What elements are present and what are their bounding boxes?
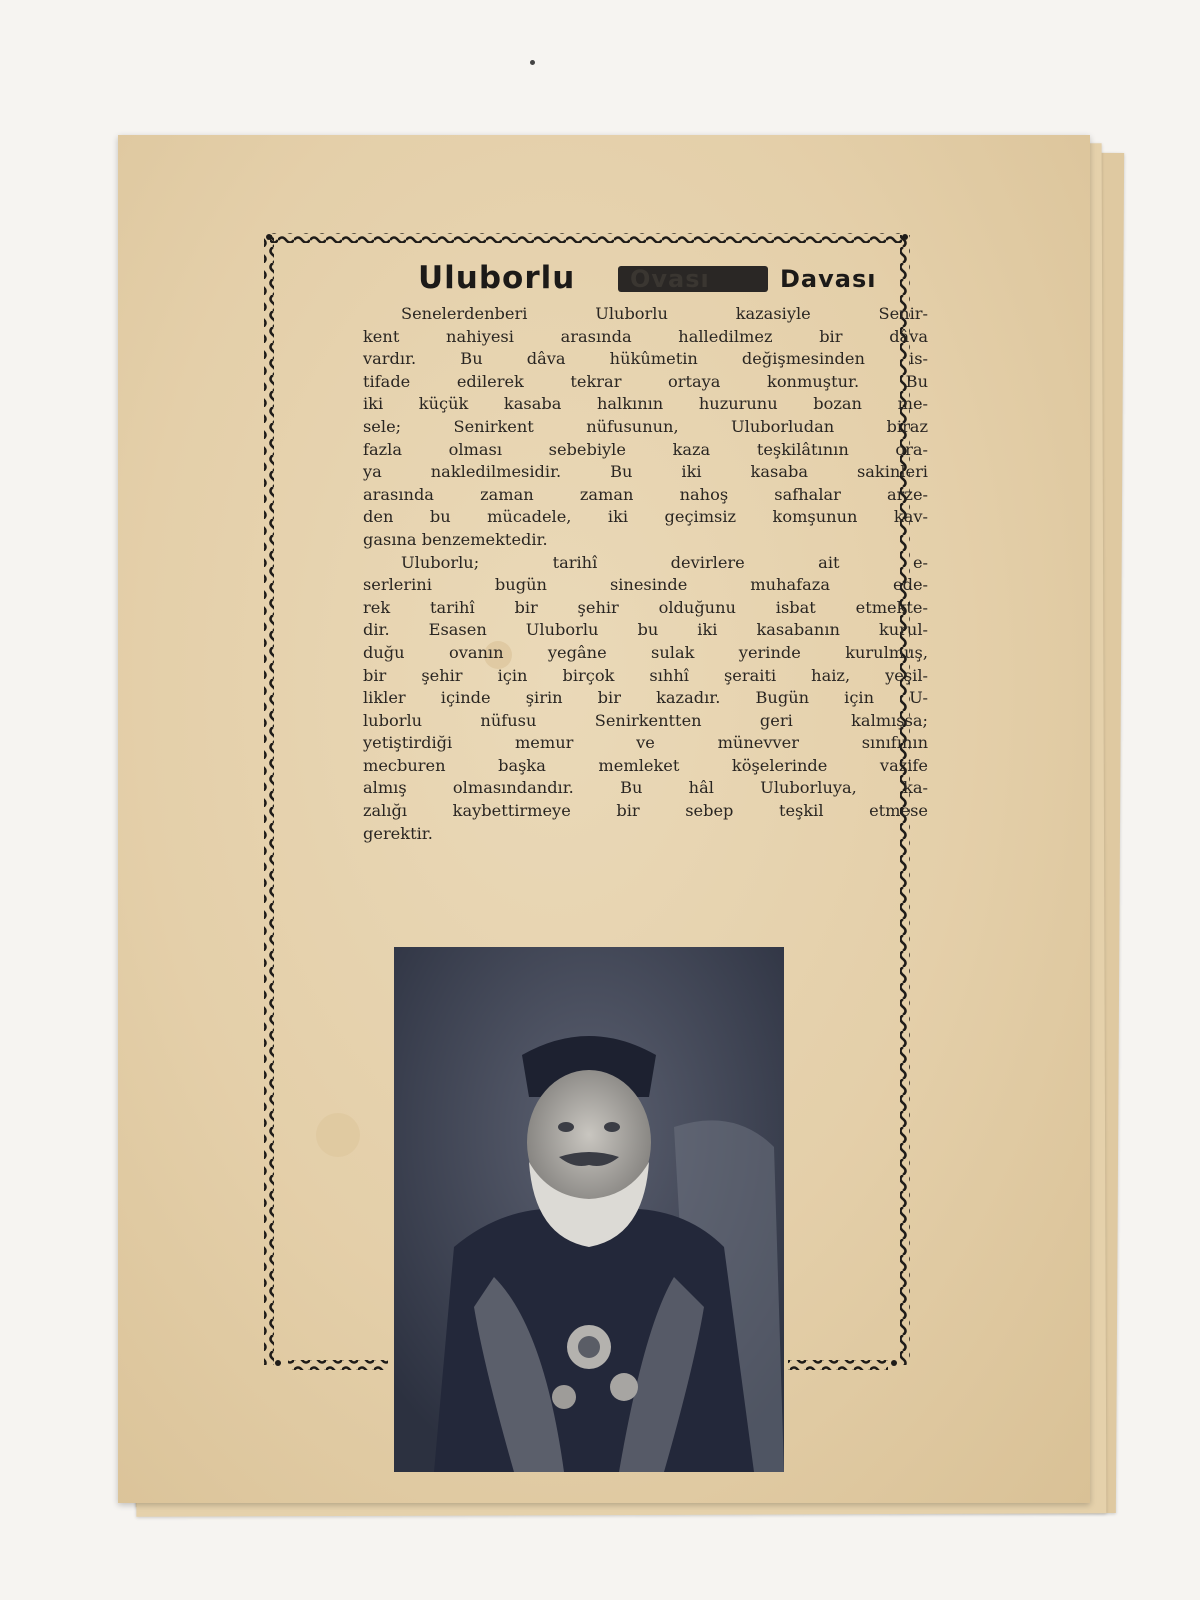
paragraph-2 [363, 552, 928, 846]
text-line: fazla olması sebebiyle kaza teşkilâtının ora- [363, 439, 928, 459]
text-line: zalığı kaybettirmeye bir sebep teşkil etmese [363, 801, 928, 821]
text-line: tifade edilerek tekrar ortaya konmuştur. Bu [363, 371, 928, 391]
text-line: likler içinde şirin bir kazadır. Bugün için U- [363, 688, 928, 708]
text-line: yetiştirdiği memur ve münevver sınıfının [363, 733, 928, 753]
text-line: arasında zaman zaman nahoş safhalar arze- [363, 484, 928, 504]
text-line: rek tarihî bir şehir olduğunu isbat etmekte- [363, 597, 928, 617]
text-line: den bu mücadele, iki geçimsiz komşunun kav- [363, 507, 928, 527]
text-line: Uluborlu; tarihî devirlere ait e- [401, 552, 928, 572]
title-word-davasi: Davası [780, 265, 877, 293]
text-line: mecburen başka memleket köşelerinde vazife [363, 755, 928, 775]
text-line: dir. Esasen Uluborlu bu iki kasabanın kurul- [363, 620, 928, 640]
text-line: iki küçük kasaba halkının huzurunu bozan me- [363, 394, 928, 414]
article-title [418, 260, 1018, 300]
text-line: serlerini bugün sinesinde muhafaza ede- [363, 575, 928, 595]
article-body [363, 303, 928, 845]
text-line: duğu ovanın yegâne sulak yerinde kurulmuş, [363, 642, 928, 662]
text-line: gerektir. [363, 823, 433, 843]
text-line: luborlu nüfusu Senirkentten geri kalmışsa; [363, 710, 928, 730]
paragraph-1 [363, 303, 928, 552]
text-line: almış olmasındandır. Bu hâl Uluborluya, ka- [363, 778, 928, 798]
printed-page [118, 135, 1090, 1503]
title-word-struck: Ovası [630, 265, 710, 293]
text-line: vardır. Bu dâva hükûmetin değişmesinden is- [363, 349, 928, 369]
text-line: bir şehir için birçok sıhhî şeraiti haiz, yeşil- [363, 665, 928, 685]
text-line: ya nakledilmesidir. Bu iki kasaba sakinleri [363, 462, 928, 482]
text-line: Senelerdenberi Uluborlu kazasiyle Senir- [401, 304, 928, 323]
text-line: gasına benzemektedir. [363, 529, 548, 549]
portrait-photo [394, 947, 784, 1472]
speck [530, 60, 535, 65]
text-line: kent nahiyesi arasında halledilmez bir dâva [363, 326, 928, 346]
title-word-uluborlu: Uluborlu [418, 260, 576, 296]
portrait-image [394, 947, 784, 1472]
text-line: sele; Senirkent nüfusunun, Uluborludan biraz [363, 416, 928, 436]
